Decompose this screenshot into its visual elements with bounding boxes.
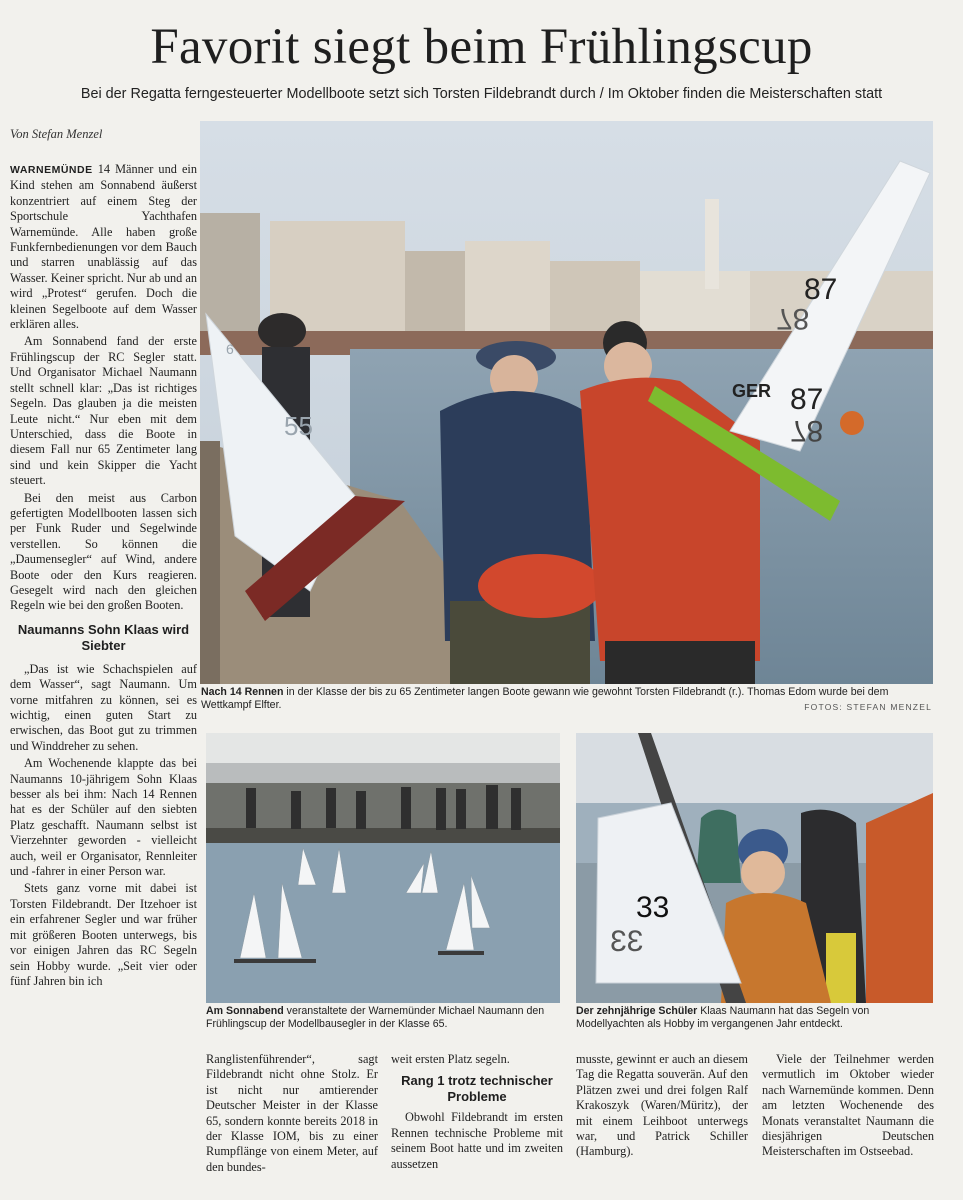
paragraph: WARNEMÜNDE 14 Männer und ein Kind stehen am Sonnabend äußerst konzentriert auf einem Steg der Sportschule Yachthafen Warnemünde. Alle haben große Funkfernbedienungen vor dem Bauch und starren unablässig auf das Wasser. Keiner spricht. Nur ab und an wird „Protest“ gerufen. Doch die kleinen Segelboote auf dem Wasser erklären alles. [10, 162, 197, 332]
headline: Favorit siegt beim Frühlingscup [150, 19, 813, 75]
paragraph: Ranglistenführender“, sagt Fildebrandt nicht ohne Stolz. Er ist nicht nur amtierender Deutscher Meister in der Klasse 65, sondern konnte bereits 2018 in der Klasse IOM, bis zu einer Rumpflänge von einem Meter, auf den bundes- [206, 1052, 378, 1174]
boy-photo [576, 733, 933, 1003]
regatta-photo [206, 733, 560, 1003]
regatta-photo-image [206, 733, 560, 1003]
main-photo-caption: Nach 14 Rennen in der Klasse der bis zu 65 Zentimeter langen Boote gewann wie gewohnt Torsten Fildebrandt (r.). Thomas Edom wurde bei dem Wettkampf Elfter. [201, 686, 889, 712]
paragraph: Am Wochenende klappte das bei Naumanns 10-jährigem Sohn Klaas besser als bei ihm: Nach 14 Rennen hat es der Schüler auf den siebten Platz geschafft. Naumann selbst ist Vierzehnter geworden - vielleicht auch, weil er Organisator, Rennleiter und -fahrer in einer Person war. [10, 756, 197, 879]
paragraph: Viele der Teilnehmer werden vermutlich im Oktober wieder nach Warnemünde kommen. Denn am letzten Wochenende des Monats veranstaltet Naumann die diesjährigen Deutschen Meisterschaften im Ostseebad. [762, 1052, 934, 1159]
sail-number: 33 [610, 925, 644, 958]
sail-number: 87 [804, 273, 838, 306]
regatta-photo-caption: Am Sonnabend veranstaltete der Warnemünder Michael Naumann den Frühlingscup der Modellbausegler in der Klasse 65. [206, 1005, 545, 1031]
photo-credit: FOTOS: STEFAN MENZEL [804, 702, 932, 712]
article-column-2 [206, 1052, 378, 1177]
byline: Von Stefan Menzel [10, 127, 103, 141]
article-column-3 [391, 1052, 563, 1174]
paragraph: „Das ist wie Schachspielen auf dem Wasser“, sagt Naumann. Um vorne mitfahren zu können, sei es wichtig, einen guten Start zu erwischen, das Boot gut zu trimmen und Winddreher zu sehen. [10, 661, 197, 753]
dateline: WARNEMÜNDE [10, 164, 93, 176]
boy-photo-caption: Der zehnjährige Schüler Klaas Naumann hat das Segeln von Modellyachten als Hobby im vergangenen Jahr entdeckt. [576, 1005, 870, 1031]
sail-number: 33 [636, 891, 670, 924]
sail-number: 78 [790, 414, 824, 447]
sail-number: 87 [790, 383, 824, 416]
paragraph: weit ersten Platz segeln. [391, 1052, 510, 1066]
sail-number: 6 [226, 341, 234, 357]
article-column-1 [10, 162, 197, 991]
sail-number: 55 [284, 411, 313, 441]
crosshead: Naumanns Sohn Klaas wird Siebter [17, 621, 190, 653]
article-column-5 [762, 1052, 934, 1162]
main-photo [200, 121, 933, 684]
paragraph: Obwohl Fildebrandt im ersten Rennen technische Probleme mit seinem Boot hatte und im zweiten aussetzen [391, 1110, 563, 1171]
sail-number: 78 [776, 302, 810, 335]
paragraph: Am Sonnabend fand der erste Frühlingscup der RC Segler statt. Und Organisator Michael Naumann stellt schnell klar: „Das ist richtiges Segeln. Das glauben ja die meisten Leute nicht.“ Nur eben mit dem Unterschied, dass die Boote in diesem Fall nur 65 Zentimeter lang sind und kein Skipper die Yacht steuert. [10, 334, 197, 488]
article-column-4 [576, 1052, 748, 1162]
paragraph: musste, gewinnt er auch an diesem Tag die Regatta souverän. Auf den Plätzen zwei und drei folgen Ralf Krakoszyk (Waren/Müritz), der mit einem Leihboot unterwegs war, und Patrick Schiller (Hamburg). [576, 1052, 748, 1159]
sail-country: GER [732, 381, 772, 401]
paragraph: Bei den meist aus Carbon gefertigten Modellbooten lassen sich per Funk Ruder und Segelwinde verstellen. So können die „Daumensegler“ auf Wind, andere Boote oder den Kurs reagieren. Gesegelt wird nach den gleichen Regeln wie bei den großen Booten. [10, 490, 197, 613]
boy-photo-image [576, 733, 933, 1003]
subheadline: Bei der Regatta ferngesteuerter Modellboote setzt sich Torsten Fildebrandt durch / Im Oktober finden die Meisterschaften statt [80, 86, 883, 102]
paragraph: Stets ganz vorne mit dabei ist Torsten Fildebrandt. Der Itzehoer ist ein erfahrener Segler und war früher mit größeren Booten unterwegs, bis vor einigen Jahren das RC Segeln sein Hobby wurde. „Seit vier oder fünf Jahren bin ich [10, 881, 197, 988]
crosshead: Rang 1 trotz technischer Probleme [401, 1073, 553, 1105]
